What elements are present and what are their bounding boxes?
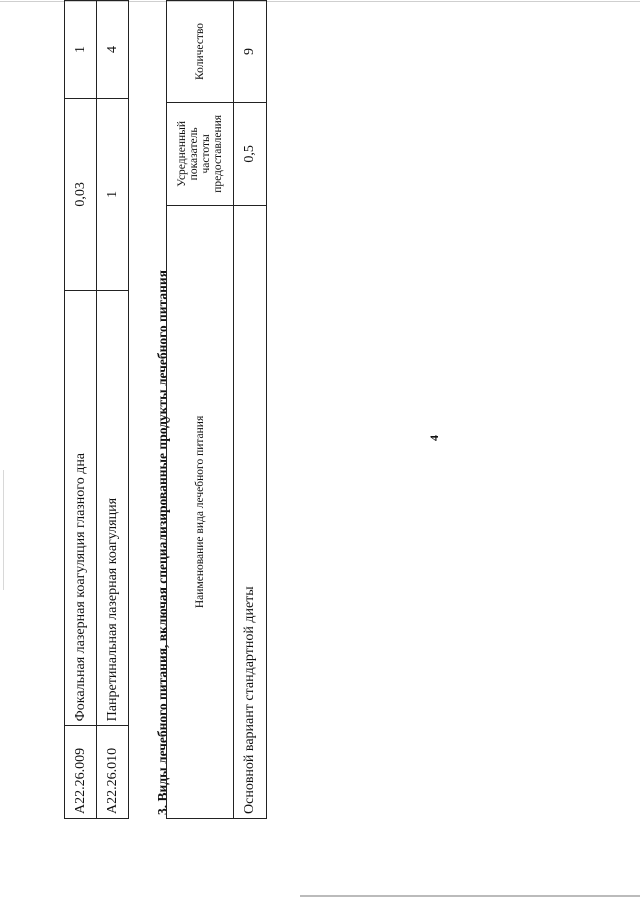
header-diet-name: Наименование вида лечебного питания	[167, 205, 234, 818]
procedure-count: 1	[65, 1, 97, 99]
procedure-frequency: 0,03	[65, 98, 97, 290]
page-number: 4	[427, 435, 441, 441]
procedure-code: A22.26.010	[97, 726, 129, 819]
procedure-name: Панретинальная лазерная коагуляция	[97, 290, 129, 725]
diet-table	[166, 0, 267, 819]
header-count: Количество	[167, 1, 234, 103]
procedure-frequency: 1	[97, 98, 129, 290]
section-heading: 3. Виды лечебного питания, включая специализированные продукты лечебного питания	[155, 270, 170, 815]
table-row	[97, 1, 129, 819]
table-row	[65, 1, 97, 819]
diet-count: 9	[234, 1, 267, 103]
procedure-code: A22.26.009	[65, 726, 97, 819]
diet-name: Основной вариант стандартной диеты	[234, 205, 267, 818]
procedures-table	[64, 0, 129, 819]
header-frequency: Усредненный показатель частоты предоставления	[167, 102, 234, 205]
diet-frequency: 0,5	[234, 102, 267, 205]
table-row	[234, 1, 267, 819]
table-header-row	[167, 1, 234, 819]
procedure-name: Фокальная лазерная коагуляция глазного дна	[65, 290, 97, 725]
procedure-count: 4	[97, 1, 129, 99]
